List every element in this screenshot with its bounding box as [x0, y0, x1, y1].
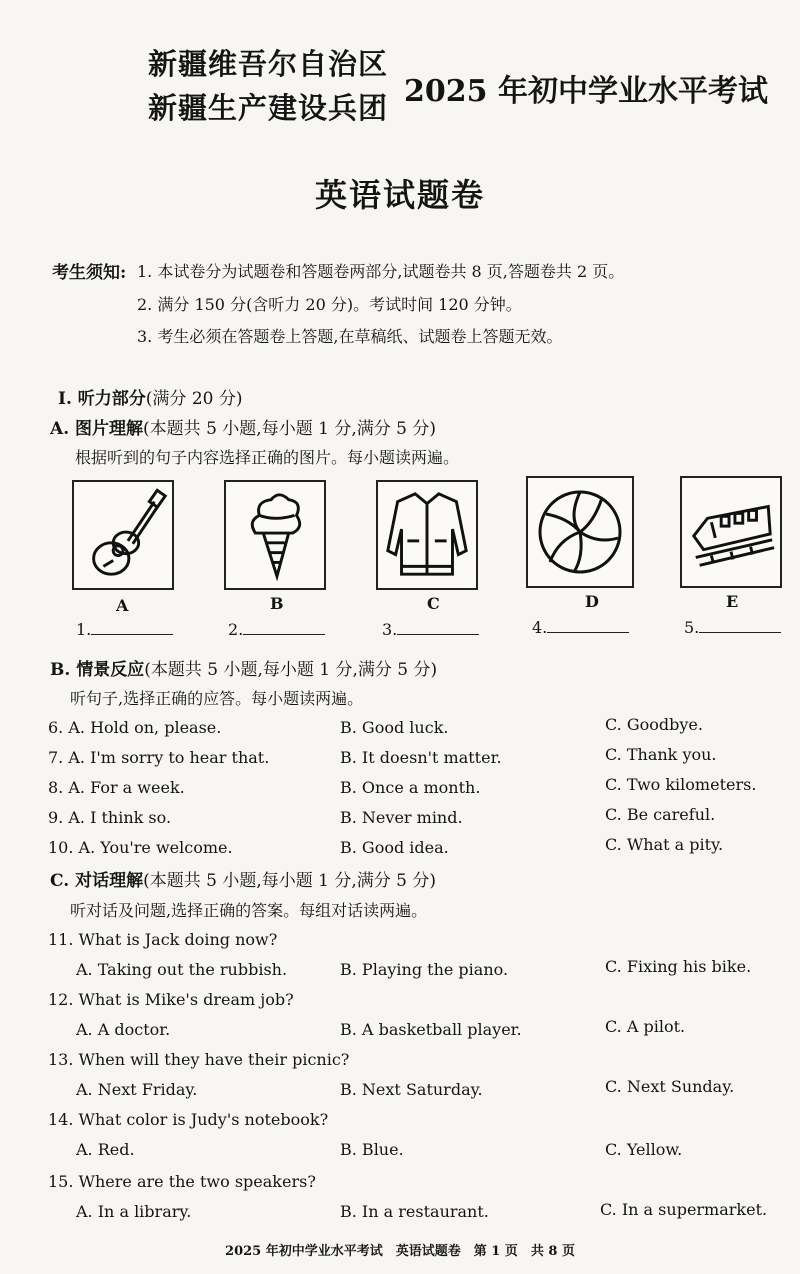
question-number: 7. [48, 748, 64, 767]
question-number: 9. [48, 808, 64, 827]
question-11: 11. What is Jack doing now? [48, 930, 278, 949]
picture-label-e: E [726, 592, 739, 611]
question-10-b: B. Good idea. [340, 838, 449, 857]
option-a: A. I'm sorry to hear that. [68, 748, 270, 767]
notice-item-2: 2. 满分 150 分(含听力 20 分)。考试时间 120 分钟。 [137, 295, 522, 314]
guitar-picture [72, 480, 174, 590]
train-picture [680, 476, 782, 588]
section-c-instruction: 听对话及问题,选择正确的答案。每组对话读两遍。 [70, 901, 428, 920]
question-8-c: C. Two kilometers. [605, 775, 757, 794]
guitar-icon [74, 482, 172, 588]
answer-blank-2[interactable] [228, 618, 325, 639]
blank-line [699, 616, 781, 633]
blank-number: 4. [532, 618, 548, 637]
train-icon [682, 478, 780, 586]
question-15-c: C. In a supermarket. [600, 1200, 768, 1219]
exam-title: 2025 年初中学业水平考试 [404, 74, 768, 109]
section-b-instruction: 听句子,选择正确的应答。每小题读两遍。 [70, 689, 364, 708]
answer-blank-1[interactable] [76, 618, 173, 639]
region-line-2: 新疆生产建设兵团 [148, 91, 389, 125]
section-b-note: (本题共 5 小题,每小题 1 分,满分 5 分) [144, 660, 438, 680]
question-14-a: A. Red. [76, 1140, 135, 1159]
question-8-a [48, 778, 185, 797]
volleyball-icon [528, 478, 632, 586]
question-12-a: A. A doctor. [76, 1020, 171, 1039]
picture-label-b: B [270, 594, 284, 613]
blank-line [243, 618, 325, 635]
blank-line [547, 616, 629, 633]
page-footer: 2025 年初中学业水平考试 英语试题卷 第 1 页 共 8 页 [225, 1244, 575, 1259]
answer-blank-3[interactable] [382, 618, 479, 639]
section-a-heading [50, 414, 436, 439]
blank-number: 2. [228, 620, 244, 639]
jacket-icon [378, 482, 476, 588]
picture-label-d: D [585, 592, 599, 611]
volleyball-picture [526, 476, 634, 588]
question-12-c: C. A pilot. [605, 1017, 686, 1036]
blank-line [91, 618, 173, 635]
section-b-heading [50, 655, 437, 680]
jacket-picture [376, 480, 478, 590]
option-a: A. I think so. [68, 808, 172, 827]
section-a-note: (本题共 5 小题,每小题 1 分,满分 5 分) [143, 419, 436, 439]
ice-cream-icon [226, 482, 324, 588]
region-names [148, 42, 388, 130]
question-15: 15. Where are the two speakers? [48, 1172, 316, 1191]
question-8-b: B. Once a month. [340, 778, 481, 797]
part1-title: Ⅰ. 听力部分 [58, 389, 146, 409]
question-12: 12. What is Mike's dream job? [48, 990, 294, 1009]
section-a-title: A. 图片理解 [50, 419, 144, 439]
question-13: 13. When will they have their picnic? [48, 1050, 350, 1069]
question-7-b: B. It doesn't matter. [340, 748, 502, 767]
question-number: 10. [48, 838, 74, 857]
section-c-note: (本题共 5 小题,每小题 1 分,满分 5 分) [143, 871, 437, 891]
question-13-c: C. Next Sunday. [605, 1077, 735, 1096]
question-10-c: C. What a pity. [605, 835, 724, 854]
question-11-a: A. Taking out the rubbish. [76, 960, 288, 979]
question-11-c: C. Fixing his bike. [605, 957, 752, 976]
part1-heading [58, 384, 243, 409]
question-9-a [48, 808, 171, 827]
question-number: 8. [48, 778, 64, 797]
question-9-b: B. Never mind. [340, 808, 463, 827]
section-c-title: C. 对话理解 [50, 871, 144, 891]
question-13-a: A. Next Friday. [76, 1080, 198, 1099]
section-a-instruction: 根据听到的句子内容选择正确的图片。每小题读两遍。 [75, 448, 460, 467]
picture-label-a: A [116, 596, 129, 615]
picture-label-c: C [427, 594, 440, 613]
option-a: A. For a week. [68, 778, 185, 797]
notice-label: 考生须知: [52, 263, 127, 283]
option-a: A. You're welcome. [78, 838, 233, 857]
answer-blank-5[interactable] [684, 616, 781, 637]
blank-number: 3. [382, 620, 398, 639]
blank-number: 1. [76, 620, 92, 639]
question-10-a [48, 838, 233, 857]
question-14: 14. What color is Judy's notebook? [48, 1110, 329, 1129]
question-11-b: B. Playing the piano. [340, 960, 509, 979]
region-line-1: 新疆维吾尔自治区 [148, 47, 389, 81]
section-c-heading [50, 866, 436, 891]
question-13-b: B. Next Saturday. [340, 1080, 483, 1099]
question-12-b: B. A basketball player. [340, 1020, 522, 1039]
ice-cream-picture [224, 480, 326, 590]
answer-blank-4[interactable] [532, 616, 629, 637]
blank-number: 5. [684, 618, 700, 637]
option-a: A. Hold on, please. [68, 718, 222, 737]
question-6-c: C. Goodbye. [605, 715, 703, 734]
notice-item-1: 1. 本试卷分为试题卷和答题卷两部分,试题卷共 8 页,答题卷共 2 页。 [137, 262, 625, 281]
question-14-b: B. Blue. [340, 1140, 404, 1159]
question-7-a [48, 748, 269, 767]
question-6-b: B. Good luck. [340, 718, 449, 737]
question-15-b: B. In a restaurant. [340, 1202, 489, 1221]
blank-line [397, 618, 479, 635]
question-7-c: C. Thank you. [605, 745, 717, 764]
notice-item-3: 3. 考生必须在答题卷上答题,在草稿纸、试题卷上答题无效。 [137, 327, 563, 346]
question-6-a [48, 718, 221, 737]
question-15-a: A. In a library. [76, 1202, 192, 1221]
section-b-title: B. 情景反应 [50, 660, 145, 680]
part1-score: (满分 20 分) [145, 389, 243, 409]
paper-title: 英语试题卷 [314, 176, 485, 214]
question-14-c: C. Yellow. [605, 1140, 683, 1159]
question-9-c: C. Be careful. [605, 805, 716, 824]
question-number: 6. [48, 718, 64, 737]
